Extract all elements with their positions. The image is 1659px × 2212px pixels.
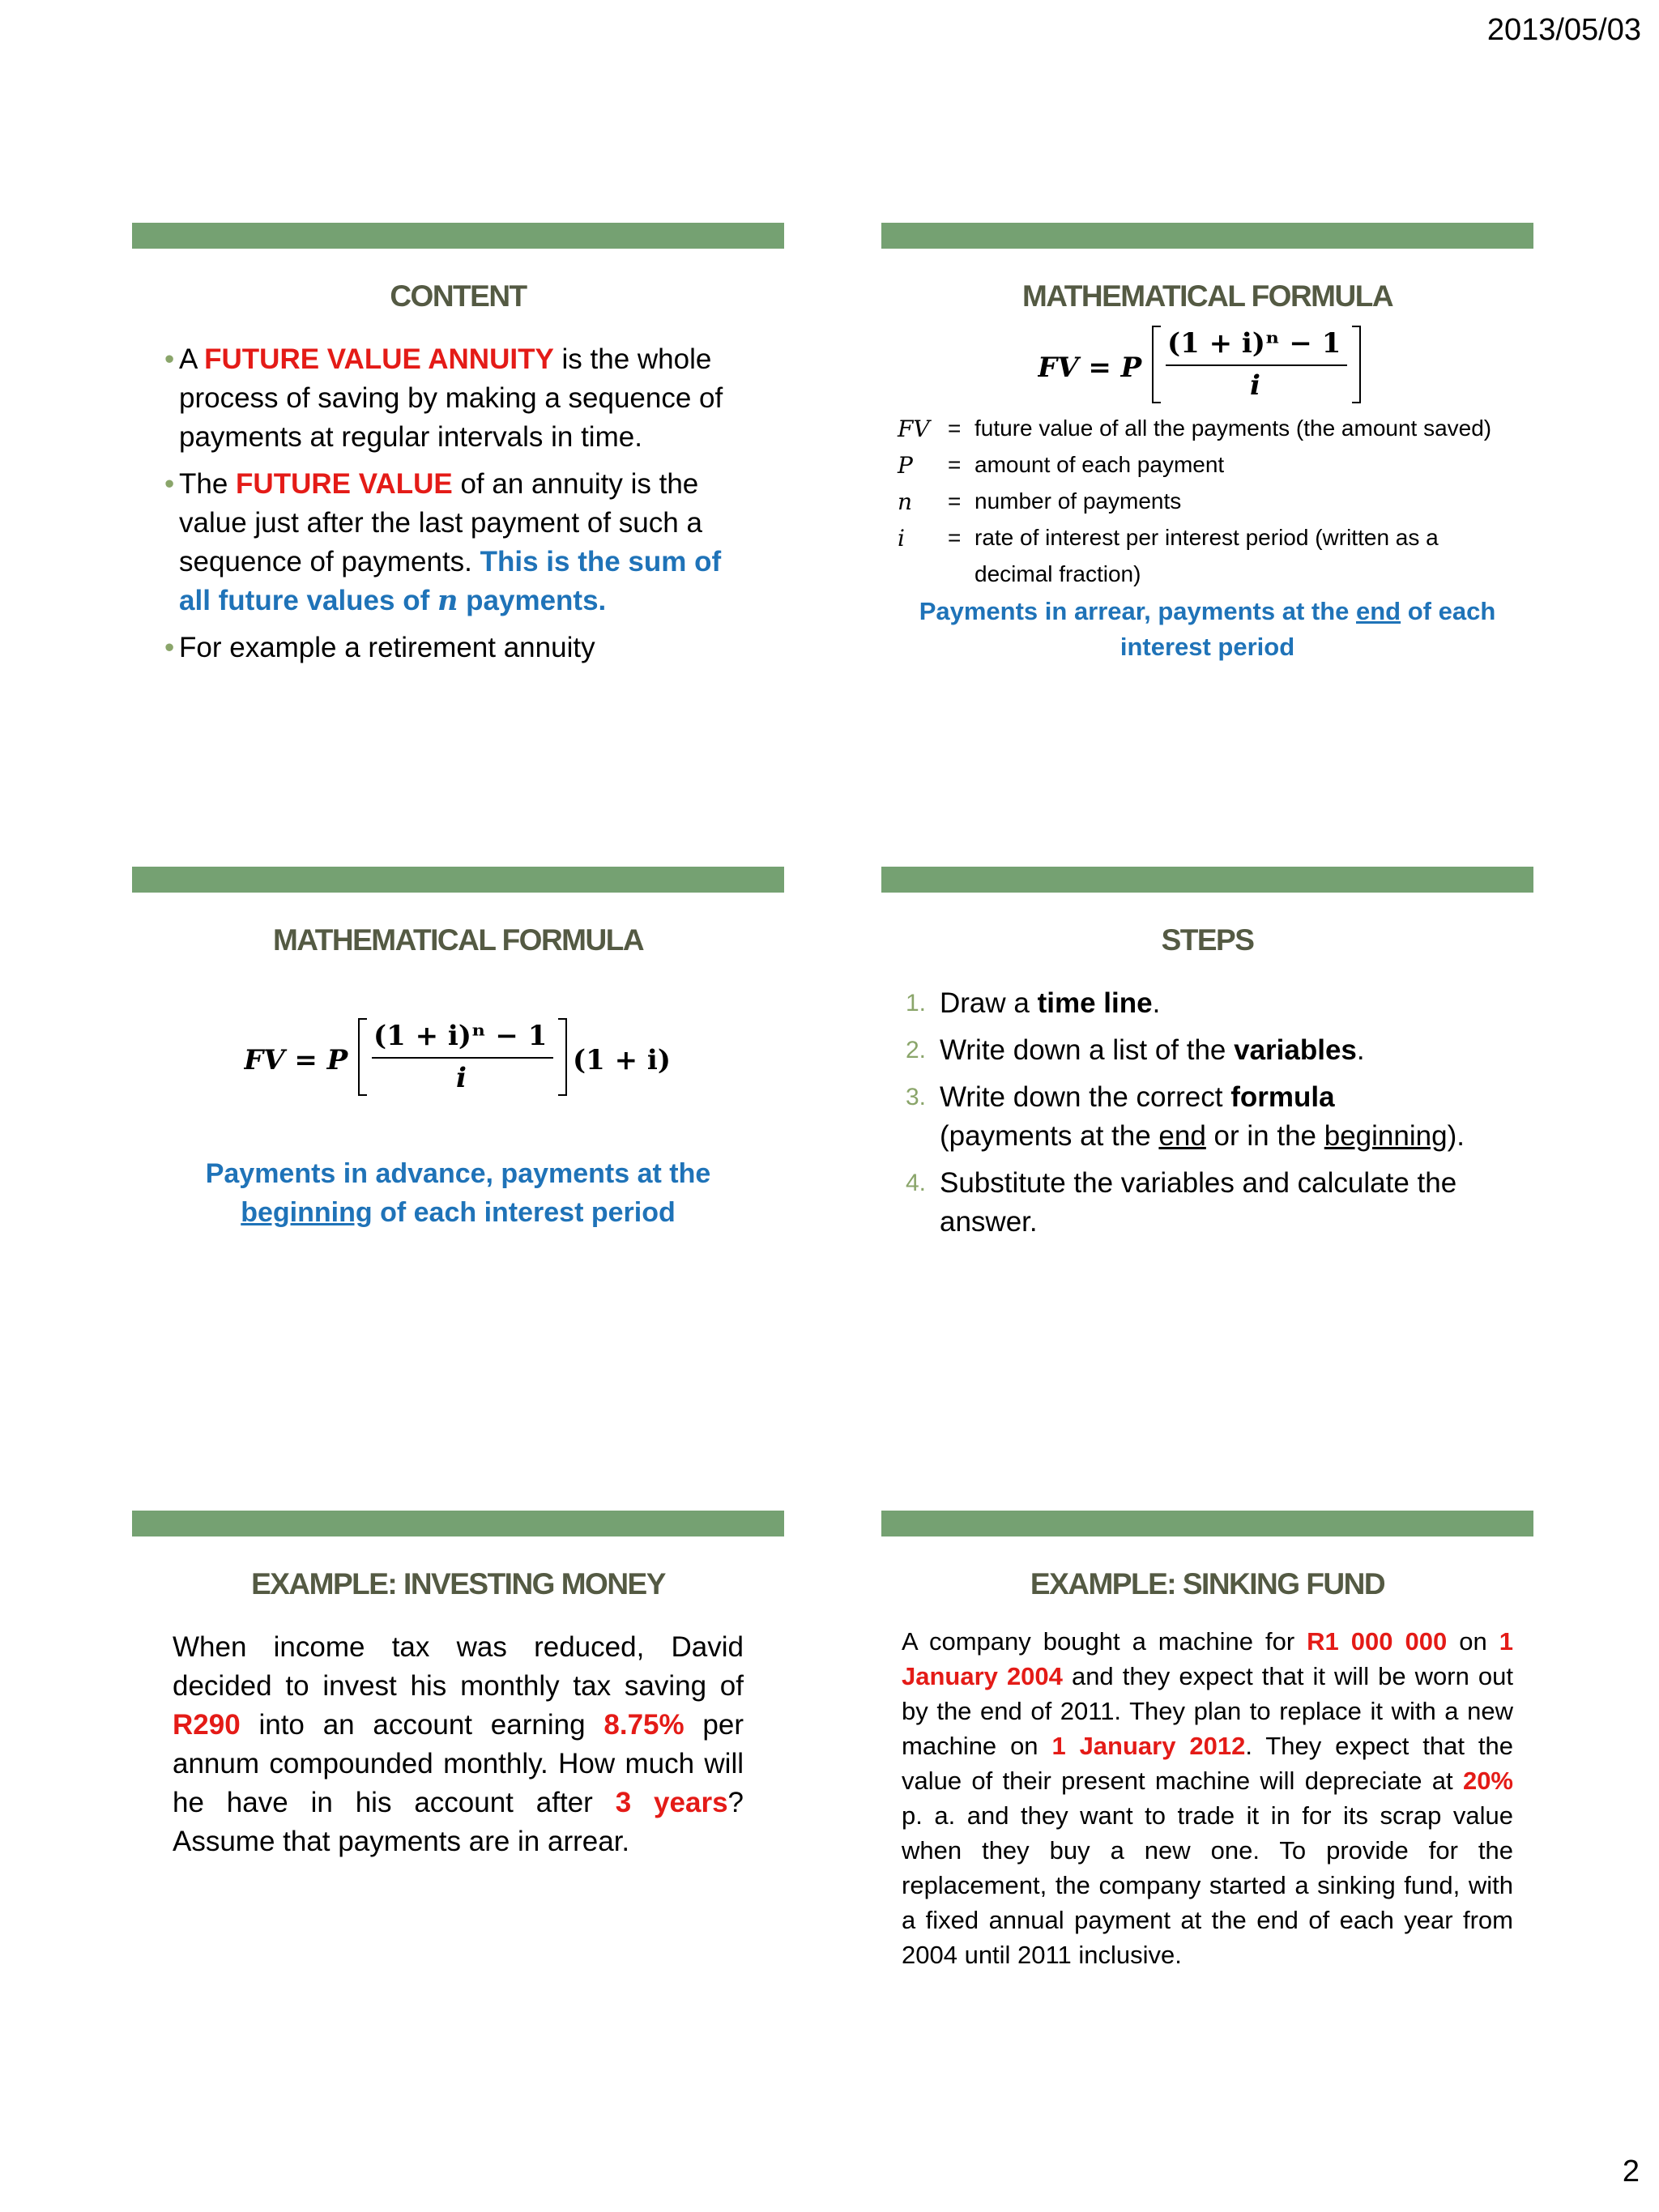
formula-multiplier: (1 + i) (572, 1044, 671, 1076)
slide-example-investing (132, 1511, 784, 2029)
variable-row (898, 452, 1525, 488)
text: A (179, 343, 205, 375)
text: into an account earning (240, 1709, 604, 1741)
variable-row (898, 561, 1525, 598)
step-number: 1. (906, 990, 927, 1016)
slide-title: EXAMPLE: INVESTING MONEY (251, 1567, 665, 1600)
highlight-value: 20% (1462, 1767, 1513, 1795)
bold-term: time line (1037, 987, 1153, 1019)
underlined-term: end (1158, 1120, 1206, 1152)
formula-lhs: FV = P (1037, 352, 1141, 384)
text: ? Assume that payments are in arrear. (173, 1787, 744, 1857)
text: . They expect that the value of their present machine will depreciate at (902, 1732, 1513, 1795)
text: per annum compounded monthly. How much will he have in his account after (173, 1709, 744, 1818)
text: . (1152, 987, 1161, 1019)
slide-title-bar (881, 867, 1533, 893)
step-item (906, 1078, 1517, 1156)
step-number: 3. (906, 1084, 927, 1110)
text: is the whole process of saving by making a sequence of payments at regular intervals in time. (179, 343, 723, 453)
highlight-sentence-end: payments. (458, 585, 607, 616)
equals: = (948, 416, 962, 441)
highlight-value: 3 years (615, 1787, 728, 1818)
slide-title: STEPS (1161, 923, 1254, 957)
step-item (906, 984, 1517, 1023)
variable-symbol: n (898, 488, 913, 515)
text: ). (1447, 1120, 1465, 1152)
text: Write down the correct (940, 1081, 1231, 1113)
highlight-value: R1 000 000 (1307, 1627, 1448, 1656)
variable-symbol: FV (898, 416, 930, 442)
formula-lhs: FV = P (243, 1044, 348, 1076)
equals: = (948, 525, 962, 550)
formula-numerator: (1 + i)ⁿ − 1 (1166, 327, 1341, 360)
text: (payments at the (940, 1120, 1159, 1152)
highlight-sentence: This is the sum of all future values of (179, 546, 722, 616)
step-number: 4. (906, 1170, 927, 1196)
step-item (906, 1164, 1517, 1242)
note-underlined: end (1356, 597, 1401, 625)
bullet-item (164, 629, 752, 667)
variable-symbol: i (898, 525, 905, 552)
bullet-dot-icon: • (164, 343, 175, 375)
slide-title-bar (881, 223, 1533, 249)
formula-denominator: i (455, 1062, 467, 1094)
math-variable: n (437, 584, 458, 617)
example-paragraph (902, 1624, 1513, 1972)
variable-definition: number of payments (975, 488, 1182, 514)
formula-numerator: (1 + i)ⁿ − 1 (373, 1020, 547, 1052)
slide-title-bar (132, 223, 784, 249)
payments-note (181, 1154, 736, 1232)
variable-symbol: P (898, 452, 913, 479)
left-bracket (1153, 326, 1161, 403)
variable-definition: future value of all the payments (the amount saved) (975, 416, 1492, 441)
text: The (179, 468, 237, 500)
highlight-value: R290 (173, 1709, 241, 1741)
bullet-dot-icon: • (164, 632, 175, 663)
bold-term: variables (1234, 1034, 1357, 1066)
header-date: 2013/05/03 (1486, 13, 1641, 47)
text: Write down a list of the (940, 1034, 1235, 1066)
note-underlined: beginning (241, 1197, 373, 1228)
right-bracket (1352, 326, 1360, 403)
note-text: Payments in arrear, payments at the (919, 597, 1356, 625)
text: Substitute the variables and calculate the answer. (940, 1167, 1457, 1238)
variable-definition: decimal fraction) (975, 561, 1141, 586)
bullet-item (164, 340, 752, 457)
text: on (1447, 1627, 1499, 1656)
bullet-dot-icon: • (164, 468, 175, 500)
slide-formula-advance (132, 867, 784, 1385)
slide-title-bar (132, 867, 784, 893)
step-number: 2. (906, 1037, 927, 1063)
bold-term: formula (1230, 1081, 1335, 1113)
slide-content (132, 223, 784, 741)
text: or in the (1205, 1120, 1324, 1152)
left-bracket (359, 1019, 367, 1095)
variable-row (898, 416, 1525, 452)
steps-list (906, 984, 1517, 1250)
variable-definition: amount of each payment (975, 452, 1225, 477)
highlight-value: 8.75% (603, 1709, 684, 1741)
bullet-list (164, 340, 752, 676)
variable-row (898, 488, 1525, 525)
highlight-term: FUTURE VALUE ANNUITY (204, 343, 554, 375)
formula-denominator: i (1249, 369, 1260, 402)
highlight-value: 1 January 2012 (1051, 1732, 1246, 1760)
slide-title: CONTENT (390, 279, 527, 313)
bullet-item (164, 465, 752, 620)
note-text: Payments in advance, payments at the (205, 1158, 711, 1189)
note-text-end: of each interest period (372, 1197, 676, 1228)
slide-title: MATHEMATICAL FORMULA (272, 923, 644, 957)
text: Draw a (940, 987, 1038, 1019)
slide-title-bar (881, 1511, 1533, 1536)
future-value-formula (132, 1012, 784, 1102)
slide-formula-arrear (881, 223, 1533, 741)
slide-title: EXAMPLE: SINKING FUND (1030, 1567, 1385, 1600)
text: . (1356, 1034, 1365, 1066)
text: and they expect that it will be worn out by the end of 2011. They plan to replace it with a new machine on (902, 1662, 1513, 1760)
text: For example a retirement annuity (179, 632, 595, 663)
underlined-term: beginning (1324, 1120, 1448, 1152)
slide-example-sinking-fund (881, 1511, 1533, 2029)
equals: = (948, 452, 962, 477)
equals: = (948, 488, 962, 514)
step-item (906, 1031, 1517, 1070)
text: A company bought a machine for (902, 1627, 1307, 1656)
slide-title-bar (132, 1511, 784, 1536)
variable-row (898, 525, 1525, 561)
page-number: 2 (1622, 2154, 1640, 2189)
note-text-end: of each interest period (1120, 597, 1496, 661)
right-bracket (558, 1019, 566, 1095)
payments-note (881, 594, 1533, 665)
future-value-formula (881, 320, 1533, 409)
text: of an annuity is the value just after the last payment of such a sequence of payments. (179, 468, 702, 578)
slide-steps (881, 867, 1533, 1385)
highlight-term: FUTURE VALUE (236, 468, 453, 500)
variable-definition: rate of interest per interest period (written as a (975, 525, 1439, 550)
highlight-value: 1 January 2004 (902, 1627, 1513, 1690)
variable-definitions (898, 416, 1525, 598)
slide-title: MATHEMATICAL FORMULA (1021, 279, 1393, 313)
text: p. a. and they want to trade it in for its scrap value when they buy a new one. To provide for the replacement, the company started a sinking fund, with a fixed annual payment at the end of each year from 2004 until 2011 inclusive. (902, 1801, 1513, 1969)
text: When income tax was reduced, David decided to invest his monthly tax saving of (173, 1631, 744, 1702)
example-paragraph (173, 1628, 744, 1861)
